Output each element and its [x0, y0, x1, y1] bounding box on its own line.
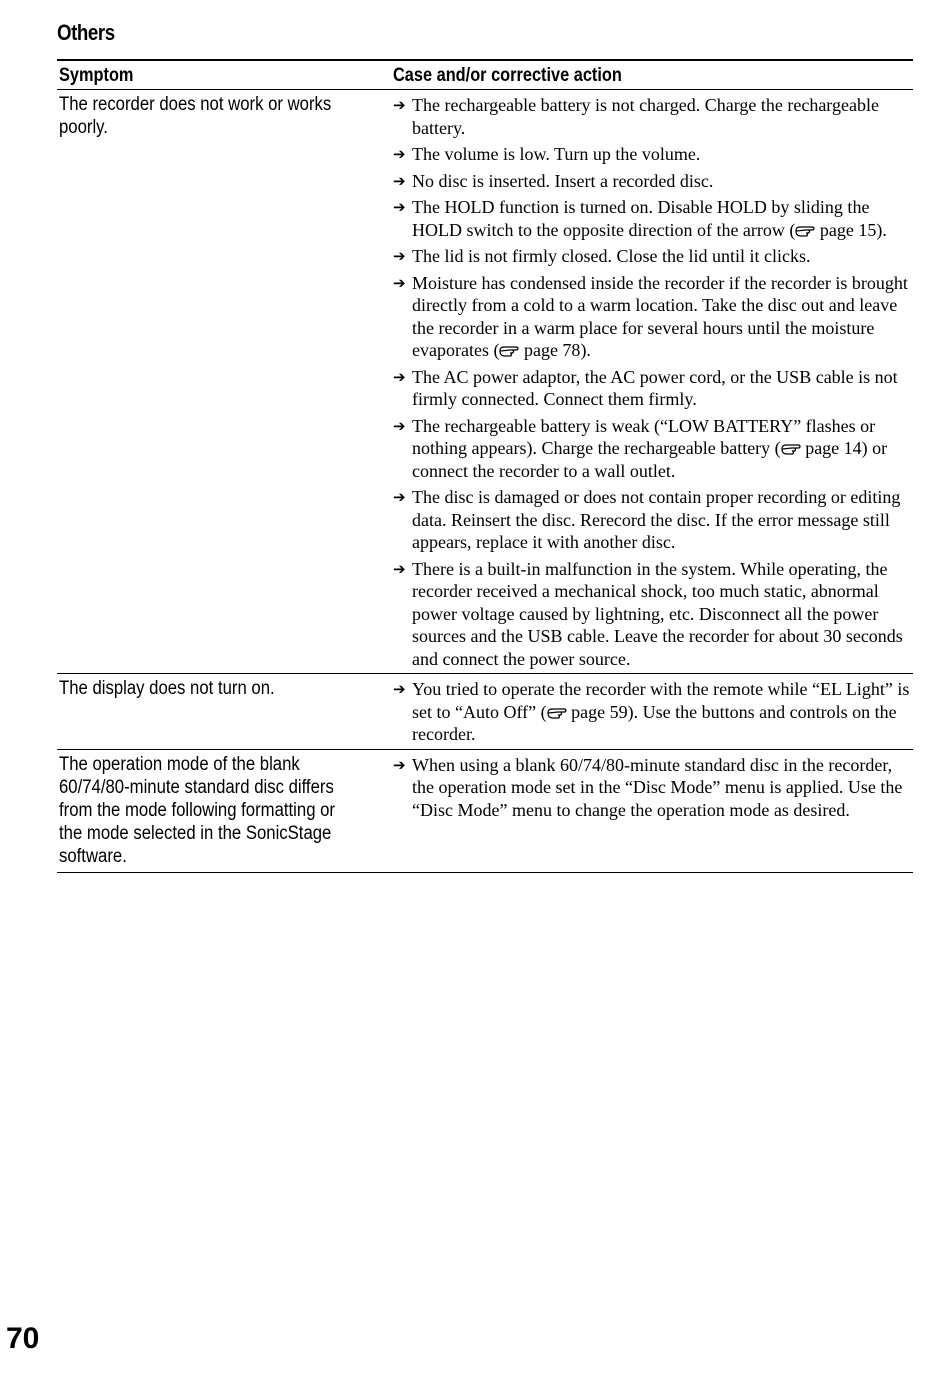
action-item — [391, 558, 913, 671]
action-text: You tried to operate the recorder with the remote while “EL Light” is set to “Auto Off” ( — [412, 679, 910, 722]
right-arrow-icon: ➔ — [393, 145, 406, 163]
right-arrow-icon: ➔ — [393, 755, 406, 774]
page-reference: page 78 — [523, 340, 581, 360]
action-text: The AC power adaptor, the AC power cord, or the USB cable is not firmly connected. Connect them firmly. — [412, 366, 898, 409]
action-text: The HOLD function is turned on. Disable HOLD by sliding the HOLD switch to the opposite direction of the arrow ( — [412, 197, 870, 240]
action-item — [391, 196, 913, 241]
right-arrow-icon: ➔ — [393, 198, 406, 216]
table-header — [57, 60, 913, 90]
action-list — [391, 90, 913, 673]
right-arrow-icon: ➔ — [393, 367, 406, 386]
right-arrow-icon: ➔ — [393, 171, 406, 190]
action-list — [391, 674, 913, 749]
action-item — [391, 143, 913, 166]
action-text-tail: ) or connect the recorder to a wall outlet. — [412, 438, 888, 481]
pointing-hand-icon — [781, 442, 801, 456]
pointing-hand-icon — [499, 344, 519, 358]
symptom-cell — [57, 90, 391, 674]
symptom-text: The display does not turn on. — [59, 678, 275, 699]
action-text-tail: ). — [580, 340, 591, 360]
action-text: The disc is damaged or does not contain proper recording or editing data. Reinsert the disc. Rerecord the disc. If the error message still appears, replace it with another disc. — [412, 487, 901, 552]
right-arrow-icon: ➔ — [393, 273, 406, 292]
page-reference: page 59 — [571, 701, 628, 722]
right-arrow-icon: ➔ — [393, 488, 406, 506]
table-body — [57, 90, 913, 873]
action-cell — [391, 749, 913, 872]
action-item — [391, 94, 913, 139]
section-title: Others — [57, 20, 115, 45]
pointing-hand-icon — [795, 224, 815, 238]
symptom-text: The recorder does not work or works poorly. — [59, 94, 332, 138]
action-item — [391, 366, 913, 411]
table-row — [57, 90, 913, 674]
symptom-header: Symptom — [57, 60, 391, 90]
action-text-tail: ). — [876, 219, 887, 240]
action-text: The lid is not firmly closed. Close the lid until it clicks. — [412, 246, 811, 266]
header-row — [57, 60, 913, 90]
action-cell — [391, 90, 913, 674]
action-item — [391, 678, 913, 746]
page-reference: page 15 — [819, 219, 877, 240]
action-list — [391, 750, 913, 825]
symptom-cell — [57, 749, 391, 872]
table-row — [57, 674, 913, 750]
page-reference: page 14 — [805, 438, 862, 458]
pointing-hand-icon — [547, 706, 567, 720]
right-arrow-icon: ➔ — [393, 680, 406, 698]
action-text: The volume is low. Turn up the volume. — [412, 144, 701, 164]
symptom-cell — [57, 674, 391, 750]
action-text-tail: ). Use the buttons and controls on the recorder. — [412, 701, 897, 744]
action-text: When using a blank 60/74/80-minute standard disc in the recorder, the operation mode set in the “Disc Mode” menu is applied. Use the “Disc Mode” menu to change the operation mode as desired. — [412, 754, 903, 820]
action-text: The rechargeable battery is not charged. Charge the rechargeable battery. — [412, 95, 879, 138]
action-text: Moisture has condensed inside the recorder if the recorder is brought directly from a cold to a warm location. Take the disc out and leave the recorder in a warm place for several hours until the moisture evaporates ( — [412, 272, 908, 360]
troubleshooting-table — [57, 59, 913, 873]
action-text: There is a built-in malfunction in the system. While operating, the recorder received a mechanical shock, too much static, abnormal power voltage caused by lightning, etc. Disconnect all the power sources and the USB cable. Leave the recorder for about 30 seconds and connect the power source. — [412, 558, 903, 669]
page-number: 70 — [6, 1322, 40, 1355]
action-item — [391, 486, 913, 554]
right-arrow-icon: ➔ — [393, 96, 406, 114]
action-item — [391, 754, 913, 822]
right-arrow-icon: ➔ — [393, 416, 406, 435]
right-arrow-icon: ➔ — [393, 247, 406, 265]
action-item — [391, 170, 913, 193]
action-cell — [391, 674, 913, 750]
symptom-text: The operation mode of the blank 60/74/80-minute standard disc differs from the mode following formatting or the mode selected in the SonicStage software. — [59, 753, 336, 867]
right-arrow-icon: ➔ — [393, 559, 406, 578]
action-item — [391, 415, 913, 483]
action-item — [391, 245, 913, 268]
table-row — [57, 749, 913, 872]
action-text: No disc is inserted. Insert a recorded disc. — [412, 170, 714, 191]
action-header: Case and/or corrective action — [391, 60, 913, 90]
action-item — [391, 272, 913, 362]
action-text: The rechargeable battery is weak (“LOW BATTERY” flashes or nothing appears). Charge the rechargeable battery ( — [412, 415, 876, 458]
